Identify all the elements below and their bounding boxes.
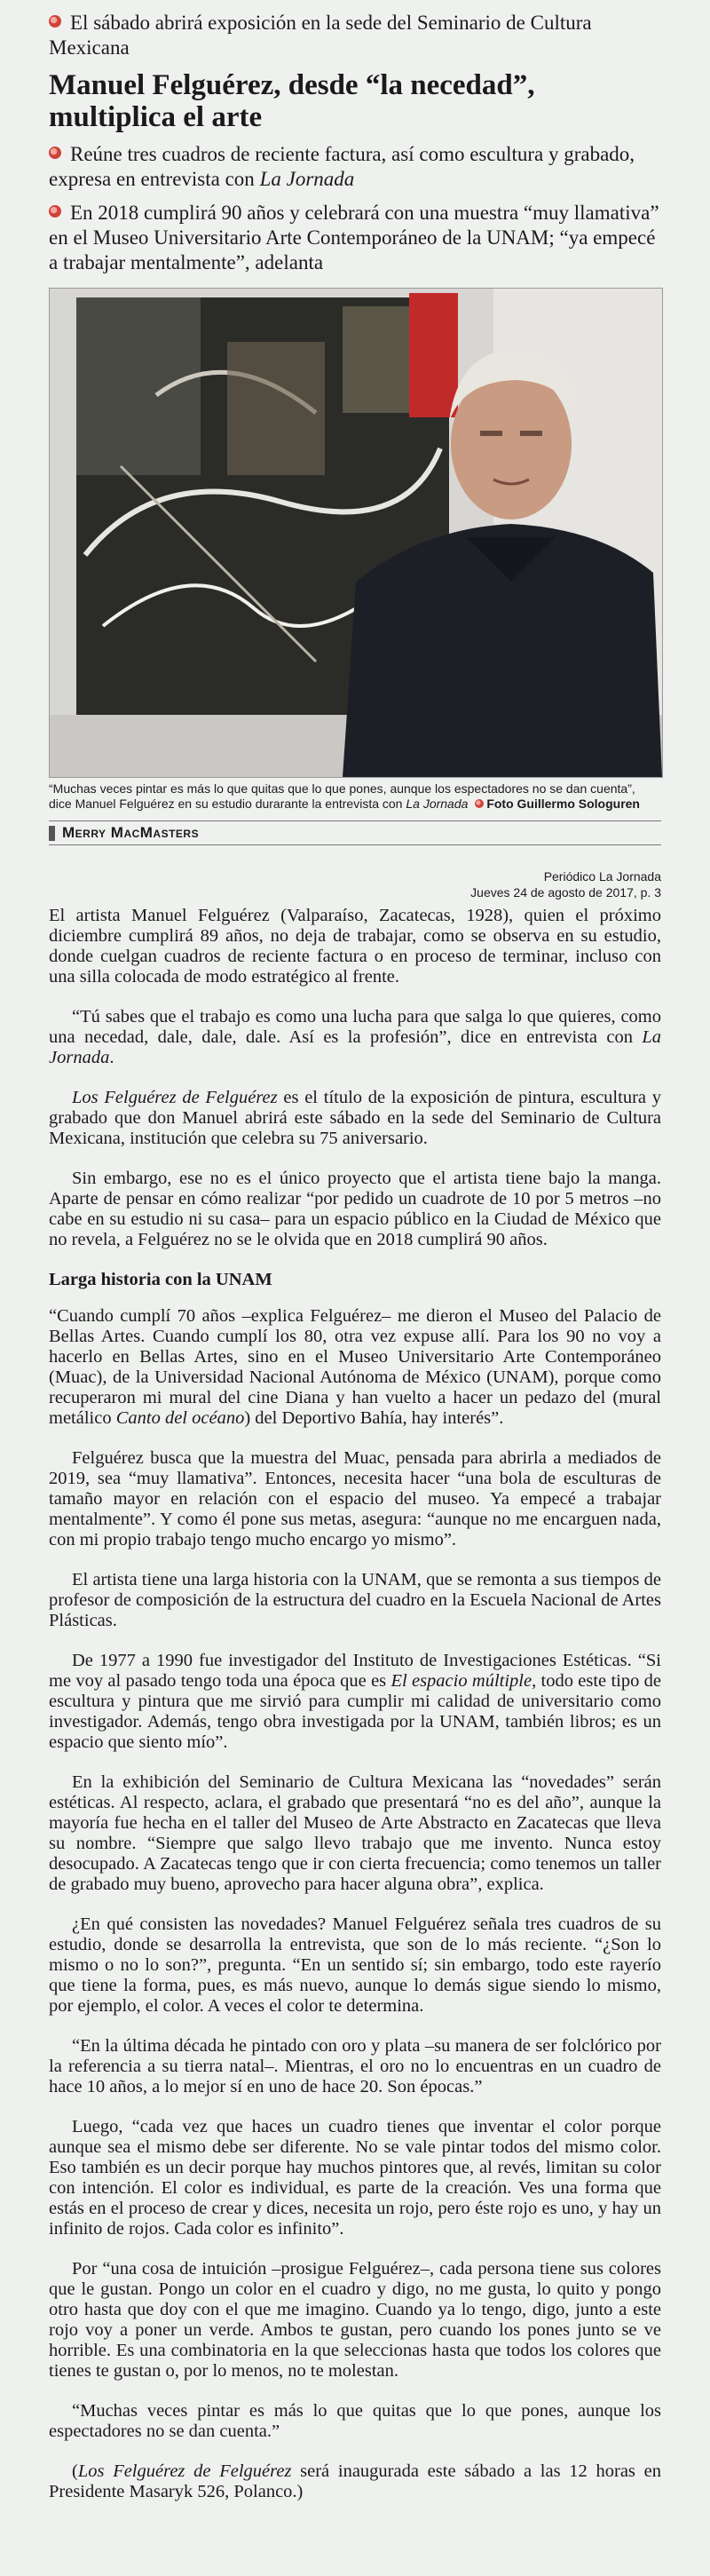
section-heading: Larga historia con la UNAM xyxy=(49,1270,272,1289)
article-body xyxy=(49,906,661,2502)
photo-illustration xyxy=(50,289,662,777)
bullet-icon xyxy=(475,799,484,808)
paragraph-text: . xyxy=(109,1048,114,1067)
paragraph-text: es el título de la exposición de pintura, escultura y grabado que don Manuel abrirá este sábado en la sede del Seminario de Cultura Mexicana, institución que celebra su 75 aniversario. xyxy=(49,1088,661,1148)
paragraph: “En la última década he pintado con oro y plata –su manera de ser folclórico por la referencia a su tierra natal–. Mientras, el oro no lo encuentras en un cuadro de hace 10 años, a lo mejor sí en uno de hace 20. Son épocas.” xyxy=(49,2036,661,2096)
bullet-icon xyxy=(49,147,61,159)
source xyxy=(49,868,661,900)
paragraph-text: , todo este tipo de escultura y pintura que me sirvió para cumplir mi calidad de universitario como investigador. Además, tengo obra investigada por la UNAM, también libros; es un espacio que siento mío”. xyxy=(49,1671,661,1752)
subheading-1 xyxy=(49,142,661,192)
article-photo xyxy=(49,288,663,778)
paragraph: El artista tiene una larga historia con la UNAM, que se remonta a sus tiempos de profesor de composición de la estructura del cuadro en la Escuela Nacional de Artes Plásticas. xyxy=(49,1570,661,1630)
paragraph: “Muchas veces pintar es más lo que quitas que lo que pones, aunque los espectadores no se dan cuenta.” xyxy=(49,2401,661,2441)
paragraph: El artista Manuel Felguérez (Valparaíso, Zacatecas, 1928), quien el próximo diciembre cumplirá 89 años, no deja de trabajar, como se observa en su estudio, donde cuelgan cuadros de reciente factura o en proceso de terminar, incluso con una silla colocada de modo estratégico al frente. xyxy=(49,906,661,987)
caption-newspaper: La Jornada xyxy=(406,797,469,811)
paragraph xyxy=(49,1306,661,1429)
paragraph: ¿En qué consisten las novedades? Manuel Felguérez señala tres cuadros de su estudio, donde se desarrolla la entrevista, que son de lo más reciente. “¿Son lo mismo o no lo son?”, pregunta. “En un sentido sí; sin embargo, todo este rayerío que tiene la forma, pues, es más nuevo, aunque lo demás sigue siendo lo mismo, por ejemplo, el color. A veces el color te determina. xyxy=(49,1914,661,2016)
paragraph-text: será inaugurada este sábado a las 12 horas en Presidente Masaryk 526, Polanco.) xyxy=(49,2461,661,2501)
paragraph-text: “Cuando cumplí 70 años –explica Felguérez– me dieron el Museo del Palacio de Bellas Artes. Cuando cumplí los 80, otra vez expuse allí. Para los 90 no voy a hacerlo en Bellas Artes, sino en el Museo Universitario Arte Contemporáneo (Muac), de la Universidad Nacional Autónoma de México (UNAM), porque como recuperaron mi mural del cine Diana y han vuelto a hacer un pedazo del (mural metálico xyxy=(49,1306,661,1428)
byline-bar-icon xyxy=(49,826,55,841)
paragraph-text: ( xyxy=(72,2461,78,2481)
subheading-2-text: En 2018 cumplirá 90 años y celebrará con una muestra “muy llamativa” en el Museo Universitario Arte Contemporáneo de la UNAM; “ya empecé a trabajar mentalmente”, adelanta xyxy=(49,202,659,273)
bullet-icon xyxy=(49,205,61,218)
paragraph xyxy=(49,1651,661,1753)
source-publication: Periódico La Jornada xyxy=(543,869,661,884)
subheading-2 xyxy=(49,201,661,275)
source-date: Jueves 24 de agosto de 2017, p. 3 xyxy=(470,885,661,900)
author-name: Merry MacMasters xyxy=(62,824,200,841)
paragraph-text: ) del Deportivo Bahía, hay interés”. xyxy=(244,1408,504,1428)
photo-caption xyxy=(49,781,661,812)
exhibition-title: Los Felguérez de Felguérez xyxy=(72,1088,278,1107)
headline: Manuel Felguérez, desde “la necedad”, multiplica el arte xyxy=(49,69,535,133)
paragraph: Luego, “cada vez que haces un cuadro tienes que inventar el color porque aunque sea el mismo debe ser diferente. No se vale pintar todos del mismo color. Eso también es un decir porque hay muchos pintores que, al revés, limitan su color con intención. El color es individual, es parte de la creación. Ves una forma que estás en el proceso de crear y dices, necesita un rojo, pero éste rojo es uno, y hay un infinito de rojos. Cada color es infinito”. xyxy=(49,2117,661,2239)
emphasis: Canto del océano xyxy=(115,1408,245,1428)
paragraph xyxy=(49,2461,661,2502)
paragraph xyxy=(49,1007,661,1068)
bullet-icon xyxy=(49,15,61,28)
newspaper-name: La Jornada xyxy=(259,168,355,190)
kicker xyxy=(49,0,661,60)
kicker-text: El sábado abrirá exposición en la sede del Seminario de Cultura Mexicana xyxy=(49,12,592,59)
byline xyxy=(49,820,661,845)
paragraph-text: De 1977 a 1990 fue investigador del Instituto de Investigaciones Estéticas. “Si me voy al pasado tengo toda una época que es xyxy=(49,1651,661,1691)
photo-credit: Foto Guillermo Sologuren xyxy=(486,797,640,811)
paragraph: En la exhibición del Seminario de Cultura Mexicana las “novedades” serán estéticas. Al respecto, aclara, el grabado que presentará “no es del año”, aunque la mayoría fue hecha en el taller del Museo de Arte Abstracto en Zacatecas que lleva su nombre. “Siempre que salgo llevo trabajo que me invento. Nunca estoy desocupado. A Zacatecas tengo que ir con cierta frecuencia; como tenemos un taller de grabado muy bueno, aprovecho para hacer alguna obra”, explica. xyxy=(49,1772,661,1894)
emphasis: La Jornada xyxy=(49,1027,661,1067)
paragraph xyxy=(49,1088,661,1149)
paragraph: Felguérez busca que la muestra del Muac, pensada para abrirla a mediados de 2019, sea “muy llamativa”. Entonces, necesita hacer “una bola de esculturas de tamaño mayor en relación con el espacio del museo. Ya empecé a trabajar mentalmente”. Y como él pone sus metas, asegura: “aunque no me encarguen nada, con mi propio trabajo tengo mucho encargo yo mismo”. xyxy=(49,1448,661,1550)
emphasis: El espacio múltiple xyxy=(390,1671,532,1691)
paragraph-text: “Tú sabes que el trabajo es como una lucha para que salga lo que quieres, como una necedad, dale, dale, dale. Así es la profesión”, dice en entrevista con xyxy=(49,1007,661,1047)
caption-text: “Muchas veces pintar es más lo que quitas que lo que pones, aunque los espectadores no se dan cuenta”, dice Manuel Felguérez en su estudio durarante la entrevista con xyxy=(49,781,635,811)
exhibition-title: Los Felguérez de Felguérez xyxy=(77,2461,292,2481)
subheading-1-text: Reúne tres cuadros de reciente factura, así como escultura y grabado, expresa en entrevista con xyxy=(49,143,635,190)
paragraph: Sin embargo, ese no es el único proyecto que el artista tiene bajo la manga. Aparte de pensar en cómo realizar “por pedido un cuadrote de 10 por 5 metros –no cabe en su estudio ni su casa– para un espacio público en la Ciudad de México que no revela, a Felguérez no se le olvida que en 2018 cumplirá 90 años. xyxy=(49,1169,661,1249)
paragraph: Por “una cosa de intuición –prosigue Felguérez–, cada persona tiene sus colores que le gustan. Pongo un color en el cuadro y digo, no me gusta, lo quito y pongo otro hasta que doy con el que me imagino. Cuando ya lo tengo, digo, junto a este rojo voy a poner un verde. Ambos te gustan, pero cuando los pones junto se ve horrible. Es una combinatoria en la que seleccionas hasta que todos los colores que tienes te gustan o, por lo menos, no te molestan. xyxy=(49,2259,661,2381)
